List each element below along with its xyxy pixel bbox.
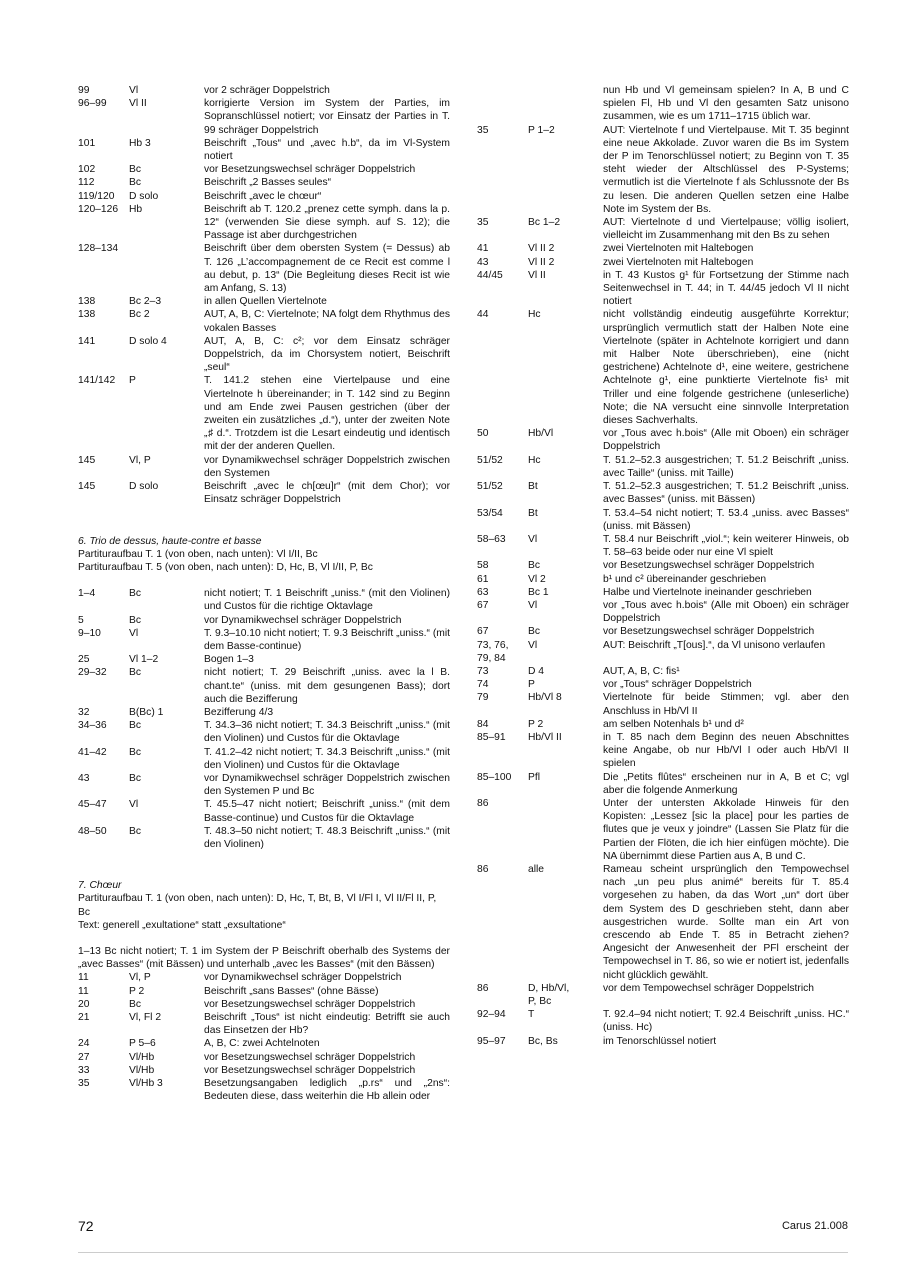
- right-column: [477, 84, 849, 1048]
- part-label: Vl/Hb: [129, 1051, 155, 1063]
- part-label: Bc: [129, 746, 142, 758]
- part-label: D, Hb/Vl, P, Bc: [528, 982, 570, 1008]
- bar-number: 35: [78, 1078, 90, 1090]
- part-label: Vl II 2: [528, 256, 555, 268]
- note-text: Beischrift über dem obersten System (= Dessus) ab T. 126 „L’accompagnement de ce Recit est comme l au debut, p. 13“ (Die Begleitung dieses Recit ist wie am Anfang, S. 13): [204, 243, 450, 295]
- bar-number: 101: [78, 137, 96, 149]
- bar-number: 27: [78, 1051, 90, 1063]
- part-label: P: [528, 679, 535, 691]
- bar-number: 67: [477, 626, 489, 638]
- footer-rule: [78, 1252, 848, 1253]
- note-text: vor Dynamikwechsel schräger Doppelstrich: [204, 972, 402, 984]
- bar-number: 32: [78, 706, 90, 718]
- note-text: vor Besetzungswechsel schräger Doppelstrich: [204, 1064, 416, 1076]
- bar-number: 11: [78, 985, 89, 997]
- note-text: Beischrift ab T. 120.2 „prenez cette symph. dans la p. 12“ (verwenden Sie diese symph. auf S. 12); die Passage ist aber durchgestrichen: [204, 203, 450, 242]
- note-row: [78, 798, 450, 824]
- note-row: [477, 691, 849, 717]
- note-text: vor dem Tempowechsel schräger Doppelstrich: [603, 982, 814, 994]
- note-row: [477, 1035, 849, 1048]
- part-label: Hb 3: [129, 137, 151, 149]
- part-label: Vl, P: [129, 972, 151, 984]
- note-row: [477, 599, 849, 625]
- note-text: vor Dynamikwechsel schräger Doppelstrich: [204, 614, 402, 626]
- critical-notes-table: [477, 124, 849, 1048]
- note-text: b¹ und c² übereinander geschrieben: [603, 573, 767, 585]
- part-label: Hc: [528, 309, 541, 321]
- section-7-layout: Partituraufbau T. 1 (von oben, nach unten): D, Hc, T, Bt, B, Vl I/Fl I, Vl II/Fl II, P, Bc: [78, 893, 437, 918]
- note-text: T. 45.5–47 nicht notiert; Beischrift „uniss.“ (mit dem Basse-continue) und Custos für die Oktavlage: [204, 799, 450, 824]
- note-row: [78, 454, 450, 480]
- note-row: [78, 1064, 450, 1077]
- part-label: D 4: [528, 665, 545, 677]
- part-label: Bc: [129, 998, 142, 1010]
- part-label: P 1–2: [528, 124, 555, 136]
- note-row: [78, 163, 450, 176]
- note-text: vor Besetzungswechsel schräger Doppelstrich: [603, 626, 815, 638]
- note-row: [78, 998, 450, 1011]
- note-row: [78, 1037, 450, 1050]
- bar-number: 86: [477, 982, 489, 994]
- note-text: Die „Petits flûtes“ erscheinen nur in A, B et C; vgl aber die folgende Anmerkung: [603, 771, 849, 796]
- part-label: P 2: [528, 718, 544, 730]
- note-row: [477, 639, 849, 665]
- note-text: vor 2 schräger Doppelstrich: [204, 85, 330, 96]
- part-label: Vl: [129, 799, 139, 811]
- part-label: T: [528, 1009, 535, 1021]
- note-text: Halbe und Viertelnote ineinander geschrieben: [603, 586, 812, 598]
- note-row: [477, 625, 849, 638]
- note-text: vor Dynamikwechsel schräger Doppelstrich zwischen den Systemen: [204, 454, 450, 479]
- bar-number: 74: [477, 679, 489, 691]
- note-row: [477, 982, 849, 1008]
- note-row: [477, 480, 849, 506]
- part-label: P: [129, 375, 136, 387]
- bar-number: 95–97: [477, 1035, 506, 1047]
- note-row: [78, 666, 450, 706]
- note-row: [477, 586, 849, 599]
- note-text: Besetzungsangaben lediglich „p.rs“ und „2ns“: Bedeuten diese, dass weiterhin die Hb allein oder: [204, 1078, 450, 1103]
- part-label: P 2: [129, 985, 145, 997]
- bar-number: 86: [477, 863, 489, 875]
- note-row: [78, 587, 450, 613]
- note-row: [477, 427, 849, 453]
- note-text: in T. 43 Kustos g¹ für Fortsetzung der Stimme nach Seitenwechsel in T. 44; in T. 44/45 jedoch Vl II nicht notiert: [603, 269, 849, 308]
- bar-number: 67: [477, 599, 489, 611]
- note-text: am selben Notenhals b¹ und d²: [603, 718, 744, 730]
- note-row: [78, 176, 450, 189]
- bar-number: 48–50: [78, 825, 107, 837]
- bar-number: 73, 76, 79, 84: [477, 639, 509, 664]
- bar-number: 99: [78, 85, 90, 96]
- bar-number: 73: [477, 665, 489, 677]
- part-label: D solo: [129, 481, 159, 493]
- part-label: Bc: [129, 720, 142, 732]
- part-label: Bt: [528, 507, 538, 519]
- part-label: Bc 2: [129, 309, 150, 321]
- bar-number: 138: [78, 309, 96, 321]
- note-text: Bogen 1–3: [204, 654, 254, 666]
- note-text: vor „Tous“ schräger Doppelstrich: [603, 679, 752, 691]
- note-text: T. 41.2–42 nicht notiert; T. 34.3 Beischrift „uniss.“ (mit den Violinen) und Custos für die Oktavlage: [204, 746, 450, 771]
- note-row: [78, 480, 450, 506]
- note-row: [78, 137, 450, 163]
- bar-number: 58–63: [477, 533, 506, 545]
- note-row: [78, 719, 450, 745]
- bar-number: 43: [477, 256, 489, 268]
- note-row: [477, 573, 849, 586]
- note-text: T. 51.2–52.3 ausgestrichen; T. 51.2 Beischrift „uniss. avec Basses“ (uniss. mit Bässen): [603, 481, 849, 506]
- bar-number: 128–134: [78, 243, 119, 255]
- note-row: [78, 203, 450, 243]
- note-text: AUT, A, B, C: Viertelnote; NA folgt dem Rhythmus des vokalen Basses: [204, 309, 450, 334]
- note-row: [477, 242, 849, 255]
- bar-number: 44/45: [477, 269, 503, 281]
- note-row: [477, 718, 849, 731]
- part-label: Bc: [129, 667, 142, 679]
- part-label: Vl II 2: [528, 243, 555, 255]
- note-row: [477, 863, 849, 982]
- bar-number: 43: [78, 772, 90, 784]
- note-row: [78, 1077, 450, 1103]
- bar-number: 92–94: [477, 1009, 506, 1021]
- note-text: vor Besetzungswechsel schräger Doppelstrich: [603, 560, 815, 572]
- note-text: Beischrift „avec le chœur“: [204, 190, 322, 202]
- note-text: vor „Tous avec h.bois“ (Alle mit Oboen) ein schräger Doppelstrich: [603, 599, 849, 625]
- note-text: im Tenorschlüssel notiert: [603, 1035, 717, 1047]
- note-text: AUT: Beischrift „T[ous].“, da Vl unisono verlaufen: [603, 639, 826, 651]
- bar-number: 35: [477, 217, 489, 229]
- note-row: [477, 256, 849, 269]
- note-text: T. 48.3–50 nicht notiert; T. 48.3 Beischrift „uniss.“ (mit den Violinen): [204, 825, 450, 850]
- bar-number: 119/120: [78, 190, 115, 202]
- part-label: Pfl: [528, 771, 541, 783]
- note-row: [78, 295, 450, 308]
- part-label: Bc: [129, 164, 142, 176]
- note-text: T. 51.2–52.3 ausgestrichen; T. 51.2 Beischrift „uniss. avec Taille“ (uniss. mit Taille): [603, 454, 849, 479]
- note-text: A, B, C: zwei Achtelnoten: [204, 1038, 320, 1050]
- part-label: Vl/Hb: [129, 1064, 155, 1076]
- bar-number: 145: [78, 454, 96, 466]
- note-text: vor „Tous avec h.bois“ (Alle mit Oboen) ein schräger Doppelstrich: [603, 428, 849, 453]
- bar-number: 86: [477, 797, 489, 809]
- bar-number: 61: [477, 573, 489, 585]
- part-label: Bc 1: [528, 586, 549, 598]
- part-label: Hb: [129, 203, 143, 215]
- part-label: Hb/Vl 8: [528, 692, 562, 704]
- bar-number: 85–100: [477, 771, 512, 783]
- part-label: Vl II: [129, 98, 147, 110]
- note-row: [78, 190, 450, 203]
- bar-number: 102: [78, 164, 96, 176]
- section-7-text-note: Text: generell „exultatione“ statt „exsultatione“: [78, 919, 286, 931]
- bar-number: 84: [477, 718, 489, 730]
- note-row: [78, 374, 450, 453]
- part-label: Vl: [528, 599, 538, 611]
- part-label: Vl: [528, 533, 538, 545]
- note-text: vor Besetzungswechsel schräger Doppelstrich: [204, 998, 416, 1010]
- note-row: [78, 985, 450, 998]
- bar-number: 51/52: [477, 454, 503, 466]
- part-label: Hb/Vl: [528, 428, 554, 440]
- note-text: T. 141.2 stehen eine Viertelpause und eine Viertelnote h übereinander; in T. 142 sind zu Beginn und am Ende zwei Pausen gestrichen (über der zweiten ein zusätzliches „d.“), unter der zweiten Note „♯ d.“. Trotzdem ist die Lesart eindeutig und identisch mit der der anderen Quellen.: [204, 375, 450, 453]
- note-text: T. 58.4 nur Beischrift „viol.“; kein weiterer Hinweis, ob T. 58–63 beide oder nur eine Vl spielt: [603, 533, 849, 559]
- bar-number: 53/54: [477, 507, 503, 519]
- bar-number: 21: [78, 1012, 90, 1023]
- bar-number: 85–91: [477, 731, 506, 743]
- note-text: in allen Quellen Viertelnote: [204, 296, 327, 308]
- part-label: D solo 4: [129, 335, 167, 347]
- part-label: Bc: [129, 177, 142, 189]
- note-text: Beischrift „avec le ch[œu]r“ (mit dem Chor); vor Einsatz schräger Doppelstrich: [204, 481, 450, 506]
- part-label: Bc: [528, 560, 541, 572]
- note-row: [78, 242, 450, 295]
- section-6-layout-2: Partituraufbau T. 5 (von oben, nach unten): D, Hc, B, Vl I/II, P, Bc: [78, 561, 373, 573]
- note-text: T. 92.4–94 nicht notiert; T. 92.4 Beischrift „uniss. HC.“ (uniss. Hc): [603, 1009, 849, 1034]
- note-text: zwei Viertelnoten mit Haltebogen: [603, 243, 754, 255]
- part-label: D solo: [129, 190, 159, 202]
- note-row: [78, 335, 450, 375]
- part-label: Bc, Bs: [528, 1035, 558, 1047]
- note-text: T. 53.4–54 nicht notiert; T. 53.4 „uniss. avec Basses“ (uniss. mit Bässen): [603, 507, 849, 532]
- section-7-title: 7. Chœur: [78, 880, 122, 892]
- part-label: Bc: [528, 626, 541, 638]
- part-label: Vl: [528, 639, 538, 651]
- note-row: [78, 1011, 450, 1037]
- part-label: Hb/Vl II: [528, 731, 562, 743]
- note-row: [477, 533, 849, 559]
- left-column: [78, 84, 450, 1103]
- bar-number: 41: [477, 243, 489, 255]
- note-row: [78, 772, 450, 798]
- bar-number: 25: [78, 654, 90, 666]
- note-row: [78, 746, 450, 772]
- part-label: Bc: [129, 825, 142, 837]
- note-row: [477, 665, 849, 678]
- part-label: Bc: [129, 614, 142, 626]
- note-row: [78, 971, 450, 984]
- note-text: Beischrift „sans Basses“ (ohne Bässe): [204, 985, 379, 997]
- bar-number: 63: [477, 586, 489, 598]
- note-text: T. 34.3–36 nicht notiert; T. 34.3 Beischrift „uniss.“ (mit den Violinen) und Custos für die Oktavlage: [204, 720, 450, 745]
- bar-number: 44: [477, 309, 489, 321]
- bar-number: 24: [78, 1038, 90, 1050]
- bar-number: 1–4: [78, 588, 96, 600]
- part-label: Vl, P: [129, 454, 151, 466]
- bar-number: 11: [78, 972, 89, 984]
- bar-number: 50: [477, 428, 489, 440]
- note-text: AUT: Viertelnote f und Viertelpause. Mit T. 35 beginnt eine neue Akkolade. Zuvor waren die Bs im System der P im Tenorschlüssel notiert; zu Beginn von T. 35 steht wieder der Altschlüssel des P-Systems; vermutlich ist die Viertelnote f als Schlussnote der Bs zu lesen. Die anderen Quellen setzen eine Halbe Note im System der Bs.: [603, 124, 849, 215]
- note-text: korrigierte Version im System der Parties, im Sopranschlüssel notiert; vor Einsatz der Parties in T. 99 schräger Doppelstrich: [204, 98, 450, 136]
- note-row: [78, 706, 450, 719]
- bar-number: 45–47: [78, 799, 107, 811]
- note-text: in T. 85 nach dem Beginn des neuen Abschnittes keine Angabe, ob nur Hb/Vl I oder auch Hb/Vl II spielen: [603, 731, 849, 770]
- bar-number: 112: [78, 177, 95, 189]
- bar-number: 138: [78, 296, 96, 308]
- bar-number: 96–99: [78, 98, 107, 110]
- note-text: Unter der untersten Akkolade Hinweis für den Kopisten: „Lessez [sic la place] pour les parties de flutes que je veux y joindre“ (Lassen Sie Platz für die Partien der Flöten, die ich hier einfügen möchte). Die NA übernimmt diese Partien aus A, B und C.: [603, 797, 849, 862]
- note-row: [477, 269, 849, 309]
- bar-number: 141/142: [78, 375, 116, 387]
- continuation-text: nun Hb und Vl gemeinsam spielen? In A, B und C spielen Fl, Hb und Vl den gesamten Satz unisono zusammen, wie es um 1711–1715 üblich war.: [603, 85, 849, 123]
- note-row: [477, 308, 849, 427]
- bar-number: 34–36: [78, 720, 107, 732]
- note-row: [78, 97, 450, 137]
- part-label: Bc 1–2: [528, 217, 561, 229]
- bar-number: 79: [477, 692, 489, 704]
- part-label: P 5–6: [129, 1038, 156, 1050]
- note-row: [477, 507, 849, 533]
- note-text: AUT, A, B, C: fis¹: [603, 665, 680, 677]
- note-text: nicht notiert; T. 1 Beischrift „uniss.“ (mit den Violinen) und Custos für die richtige Oktavlage: [204, 588, 450, 613]
- note-row: [78, 627, 450, 653]
- critical-notes-table: [78, 84, 450, 507]
- note-row: [477, 731, 849, 771]
- bar-number: 9–10: [78, 627, 101, 639]
- bar-number: 41–42: [78, 746, 107, 758]
- note-text: Viertelnote für beide Stimmen; vgl. aber den Anschluss in Hb/Vl II: [603, 692, 849, 717]
- part-label: B(Bc) 1: [129, 706, 164, 718]
- note-text: T. 9.3–10.10 nicht notiert; T. 9.3 Beischrift „uniss.“ (mit dem Basse-continue): [204, 627, 450, 652]
- note-text: nicht notiert; T. 29 Beischrift „uniss. avec la l B. chant.te“ (uniss. mit dem gesungenen Bass); dort auch die Bezifferung: [204, 667, 450, 705]
- note-text: vor Besetzungswechsel schräger Doppelstrich: [204, 1051, 416, 1063]
- note-row: [78, 614, 450, 627]
- bar-number: 33: [78, 1064, 90, 1076]
- note-text: Rameau scheint ursprünglich den Tempowechsel nach „un peu plus animé“ bereits für T. 85.4 vorgesehen zu haben, da das Wort „un“ dort über dem System des D geschrieben steht, dann aber ausgestrichen wurde. Sollte man ein Art von crescendo ab Ende T. 85 in Betracht ziehen? Angesicht der Anwesenheit der PFl erscheint der Tempowechsel in T. 86, so wie er notiert ist, jedenfalls nicht glücklich gewählt.: [603, 863, 849, 981]
- note-text: Beischrift „Tous“ ist nicht eindeutig: Betrifft sie auch das Einsetzen der Hb?: [204, 1012, 450, 1037]
- part-label: Bc: [129, 772, 142, 784]
- part-label: Bt: [528, 481, 538, 493]
- note-row: [78, 825, 450, 851]
- section-6-title: 6. Trio de dessus, haute-contre et basse: [78, 535, 262, 547]
- note-text: vor Dynamikwechsel schräger Doppelstrich zwischen den Systemen P und Bc: [204, 772, 450, 798]
- part-label: Vl, Fl 2: [129, 1012, 162, 1023]
- section-6-layout-1: Partituraufbau T. 1 (von oben, nach unten): Vl I/II, Bc: [78, 548, 318, 560]
- bar-number: 141: [78, 335, 96, 347]
- note-text: AUT, A, B, C: c²; vor dem Einsatz schräger Doppelstrich, da im Chorsystem notiert, Beischrift „seul“: [204, 335, 450, 374]
- part-label: Vl/Hb 3: [129, 1078, 163, 1090]
- note-row: [477, 124, 849, 216]
- note-row: [477, 216, 849, 242]
- note-row: [477, 559, 849, 572]
- bar-number: 29–32: [78, 667, 107, 679]
- part-label: Vl II: [528, 269, 546, 281]
- page-number: 72: [78, 1218, 94, 1234]
- note-text: vor Besetzungswechsel schräger Doppelstrich: [204, 164, 416, 176]
- note-row: [477, 454, 849, 480]
- critical-notes-table: [78, 587, 450, 851]
- note-row: [78, 84, 450, 97]
- bar-number: 51/52: [477, 481, 503, 493]
- note-row: [78, 1051, 450, 1064]
- section-7-note-1-13: 1–13 Bc nicht notiert; T. 1 im System der P Beischrift oberhalb des Systems der „avec Basses“ (mit Bässen) und unterhalb „avec les Basses“ (mit den Bässen): [78, 945, 450, 971]
- part-label: Vl 1–2: [129, 654, 159, 666]
- bar-number: 145: [78, 481, 96, 493]
- note-row: [477, 797, 849, 863]
- note-text: AUT: Viertelnote d und Viertelpause; völlig isoliert, vielleicht im Zusammenhang mit den Bs zu sehen: [603, 217, 849, 242]
- part-label: Bc 2–3: [129, 296, 162, 308]
- part-label: Vl: [129, 85, 139, 96]
- note-text: zwei Viertelnoten mit Haltebogen: [603, 256, 754, 268]
- bar-number: 120–126: [78, 203, 119, 215]
- note-row: [477, 678, 849, 691]
- part-label: Bc: [129, 588, 142, 600]
- bar-number: 35: [477, 124, 489, 136]
- note-row: [78, 653, 450, 666]
- critical-notes-table: [78, 971, 450, 1103]
- catalog-number: Carus 21.008: [781, 1220, 848, 1232]
- note-row: [477, 771, 849, 797]
- bar-number: 5: [78, 614, 84, 626]
- note-text: Beischrift „Tous“ und „avec h.b“, da im Vl-System notiert: [204, 137, 450, 163]
- note-row: [78, 308, 450, 334]
- note-text: Bezifferung 4/3: [204, 706, 274, 718]
- bar-number: 58: [477, 560, 489, 572]
- note-row: [477, 1008, 849, 1034]
- part-label: Vl 2: [528, 573, 546, 585]
- part-label: Hc: [528, 454, 541, 466]
- part-label: Vl: [129, 627, 139, 639]
- note-text: Beischrift „2 Basses seules“: [204, 177, 332, 189]
- part-label: alle: [528, 863, 545, 875]
- note-text: nicht vollständig eindeutig ausgeführte Korrektur; ursprünglich vermutlich statt der Halben Note eine Viertelnote (später in Achtelnote korrigiert und dann mit Halber Note überschrieben), eine (nicht gestrichene) Achtelnote d¹, eine weitere, gestrichene Achtelnote g¹, eine punktierte Viertelnote fis¹ mit Triller und eine folgende gestrichene (unleserliche) Note; die NA versucht eine sinnvolle Interpretation dieses Sachverhalts.: [603, 309, 849, 427]
- bar-number: 20: [78, 998, 90, 1010]
